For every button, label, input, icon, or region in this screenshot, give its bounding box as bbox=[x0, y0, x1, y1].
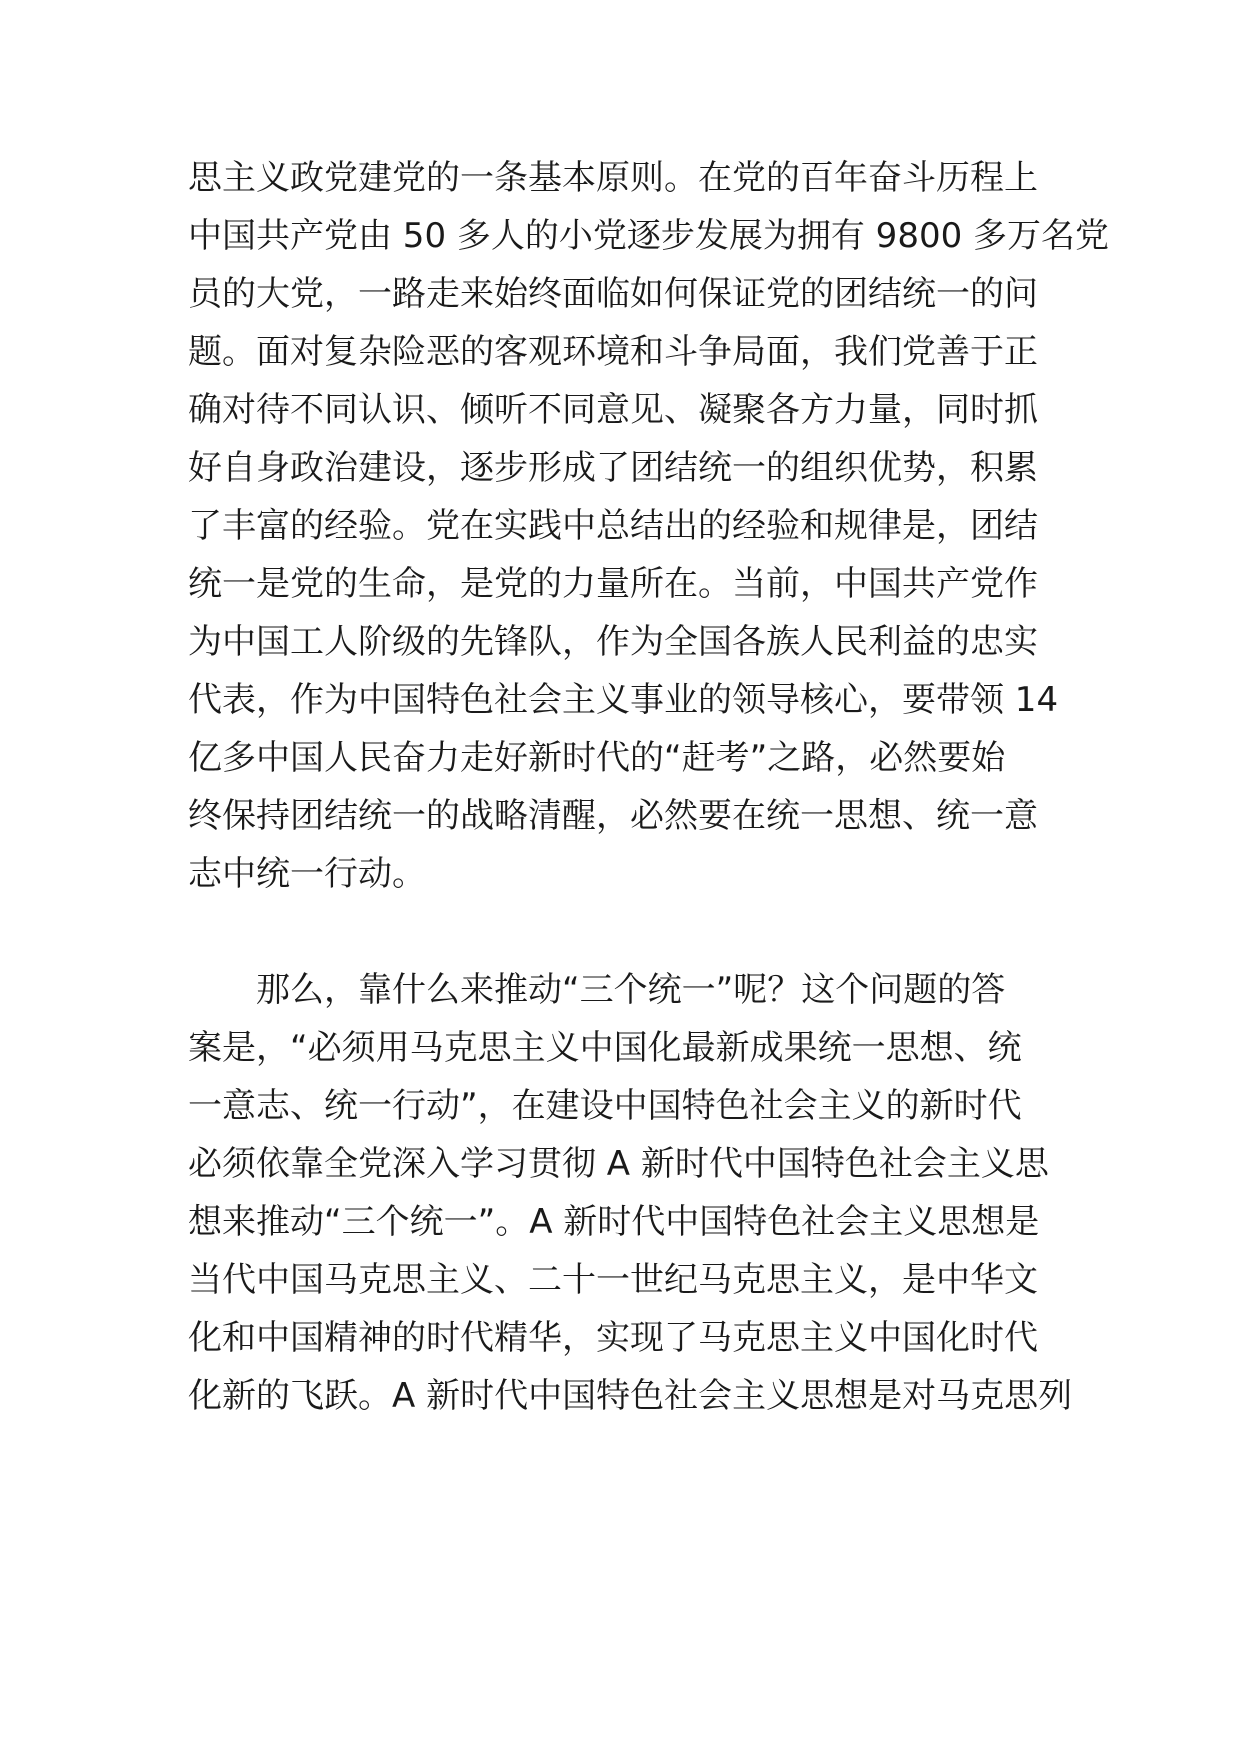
paragraph-line: 化新的飞跃。A 新时代中国特色社会主义思想是对马克思列 bbox=[188, 1376, 1073, 1416]
paragraph-line: 中国共产党由 50 多人的小党逐步发展为拥有 9800 多万名党 bbox=[188, 216, 1110, 256]
paragraph-line: 当代中国马克思主义、二十一世纪马克思主义，是中华文 bbox=[188, 1260, 1038, 1300]
paragraph-line: 必须依靠全党深入学习贯彻 A 新时代中国特色社会主义思 bbox=[188, 1144, 1049, 1184]
paragraph-line: 了丰富的经验。党在实践中总结出的经验和规律是，团结 bbox=[188, 506, 1038, 546]
paragraph-line: 代表，作为中国特色社会主义事业的领导核心，要带领 14 bbox=[188, 680, 1059, 720]
paragraph-line: 那么，靠什么来推动“三个统一”呢？这个问题的答 bbox=[256, 970, 1006, 1010]
paragraph-line: 一意志、统一行动”，在建设中国特色社会主义的新时代 bbox=[188, 1086, 1022, 1126]
paragraph-line: 思主义政党建党的一条基本原则。在党的百年奋斗历程上 bbox=[188, 158, 1038, 198]
paragraph-line: 统一是党的生命，是党的力量所在。当前，中国共产党作 bbox=[188, 564, 1038, 604]
paragraph-line: 员的大党，一路走来始终面临如何保证党的团结统一的问 bbox=[188, 274, 1038, 314]
paragraph-line: 亿多中国人民奋力走好新时代的“赶考”之路，必然要始 bbox=[188, 738, 1006, 778]
paragraph-line: 化和中国精神的时代精华，实现了马克思主义中国化时代 bbox=[188, 1318, 1038, 1358]
paragraph-line: 确对待不同认识、倾听不同意见、凝聚各方力量，同时抓 bbox=[188, 390, 1038, 430]
paragraph-line: 为中国工人阶级的先锋队，作为全国各族人民利益的忠实 bbox=[188, 622, 1038, 662]
paragraph-line: 志中统一行动。 bbox=[188, 854, 426, 894]
paragraph-line: 好自身政治建设，逐步形成了团结统一的组织优势，积累 bbox=[188, 448, 1038, 488]
paragraph-line: 题。面对复杂险恶的客观环境和斗争局面，我们党善于正 bbox=[188, 332, 1038, 372]
paragraph-line: 案是，“必须用马克思主义中国化最新成果统一思想、统 bbox=[188, 1028, 1022, 1068]
paragraph-line: 终保持团结统一的战略清醒，必然要在统一思想、统一意 bbox=[188, 796, 1038, 836]
paragraph-line: 想来推动“三个统一”。A 新时代中国特色社会主义思想是 bbox=[188, 1202, 1040, 1242]
